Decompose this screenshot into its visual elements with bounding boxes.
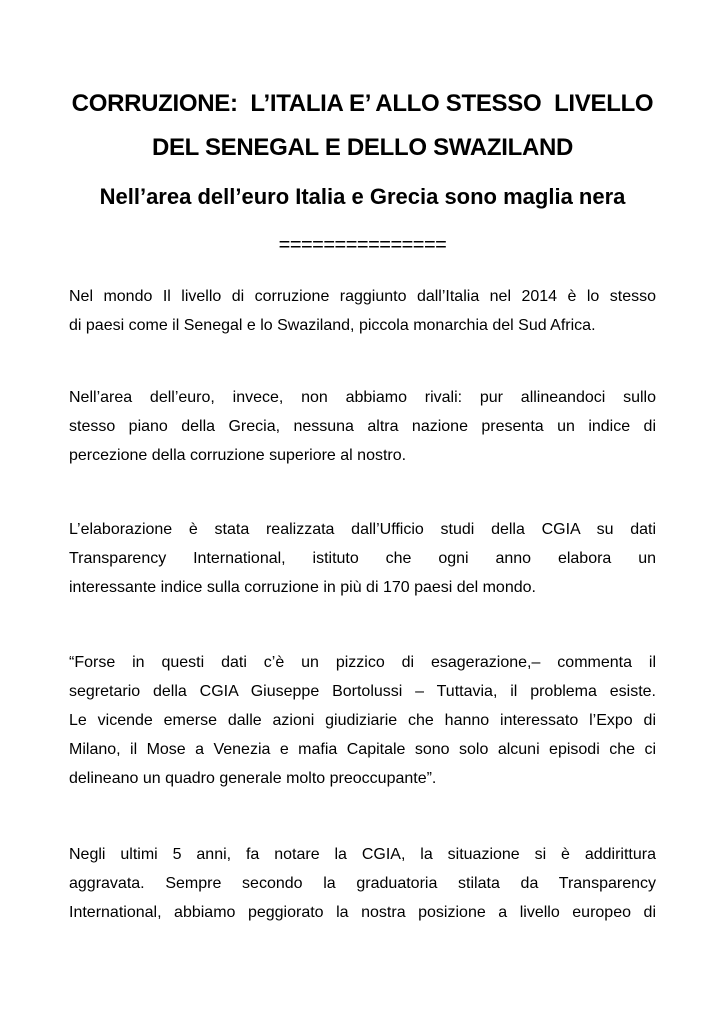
paragraph-line: Milano, il Mose a Venezia e mafia Capitale sono solo alcuni episodi che ci (69, 741, 656, 758)
paragraph-line: percezione della corruzione superiore al nostro. (69, 447, 407, 464)
document-title-line-2: DEL SENEGAL E DELLO SWAZILAND (151, 134, 574, 161)
paragraph-line: L’elaborazione è stata realizzata dall’Ufficio studi della CGIA su dati (69, 521, 656, 538)
paragraph-line: interessante indice sulla corruzione in più di 170 paesi del mondo. (69, 579, 536, 596)
paragraph-line: Transparency International, istituto che ogni anno elabora un (69, 550, 656, 567)
paragraph-2 (69, 383, 656, 470)
paragraph-5 (69, 840, 656, 927)
paragraph-line: stesso piano della Grecia, nessuna altra nazione presenta un indice di (69, 418, 656, 435)
document-subtitle: Nell’area dell’euro Italia e Grecia sono maglia nera (99, 184, 626, 209)
paragraph-line: Le vicende emerse dalle azioni giudiziarie che hanno interessato l’Expo di (69, 712, 656, 729)
paragraph-line: Nell’area dell’euro, invece, non abbiamo rivali: pur allineandoci sullo (69, 389, 656, 406)
paragraph-line: delineano un quadro generale molto preoccupante”. (69, 770, 437, 787)
paragraph-3 (69, 515, 656, 602)
paragraph-line: aggravata. Sempre secondo la graduatoria stilata da Transparency (69, 875, 656, 892)
paragraph-line: “Forse in questi dati c’è un pizzico di esagerazione,– commenta il (69, 654, 656, 671)
separator-line: =============== (278, 234, 447, 256)
paragraph-line: International, abbiamo peggiorato la nostra posizione a livello europeo di (69, 904, 656, 921)
paragraph-4 (69, 648, 656, 793)
paragraph-line: segretario della CGIA Giuseppe Bortolussi – Tuttavia, il problema esiste. (69, 683, 656, 700)
document-title-line-1: CORRUZIONE: L’ITALIA E’ ALLO STESSO LIVELLO (71, 90, 654, 117)
paragraph-line: Negli ultimi 5 anni, fa notare la CGIA, la situazione si è addirittura (69, 846, 656, 863)
paragraph-line: di paesi come il Senegal e lo Swaziland, piccola monarchia del Sud Africa. (69, 317, 596, 334)
paragraph-1 (69, 282, 656, 340)
paragraph-line: Nel mondo Il livello di corruzione raggiunto dall’Italia nel 2014 è lo stesso (69, 288, 656, 305)
